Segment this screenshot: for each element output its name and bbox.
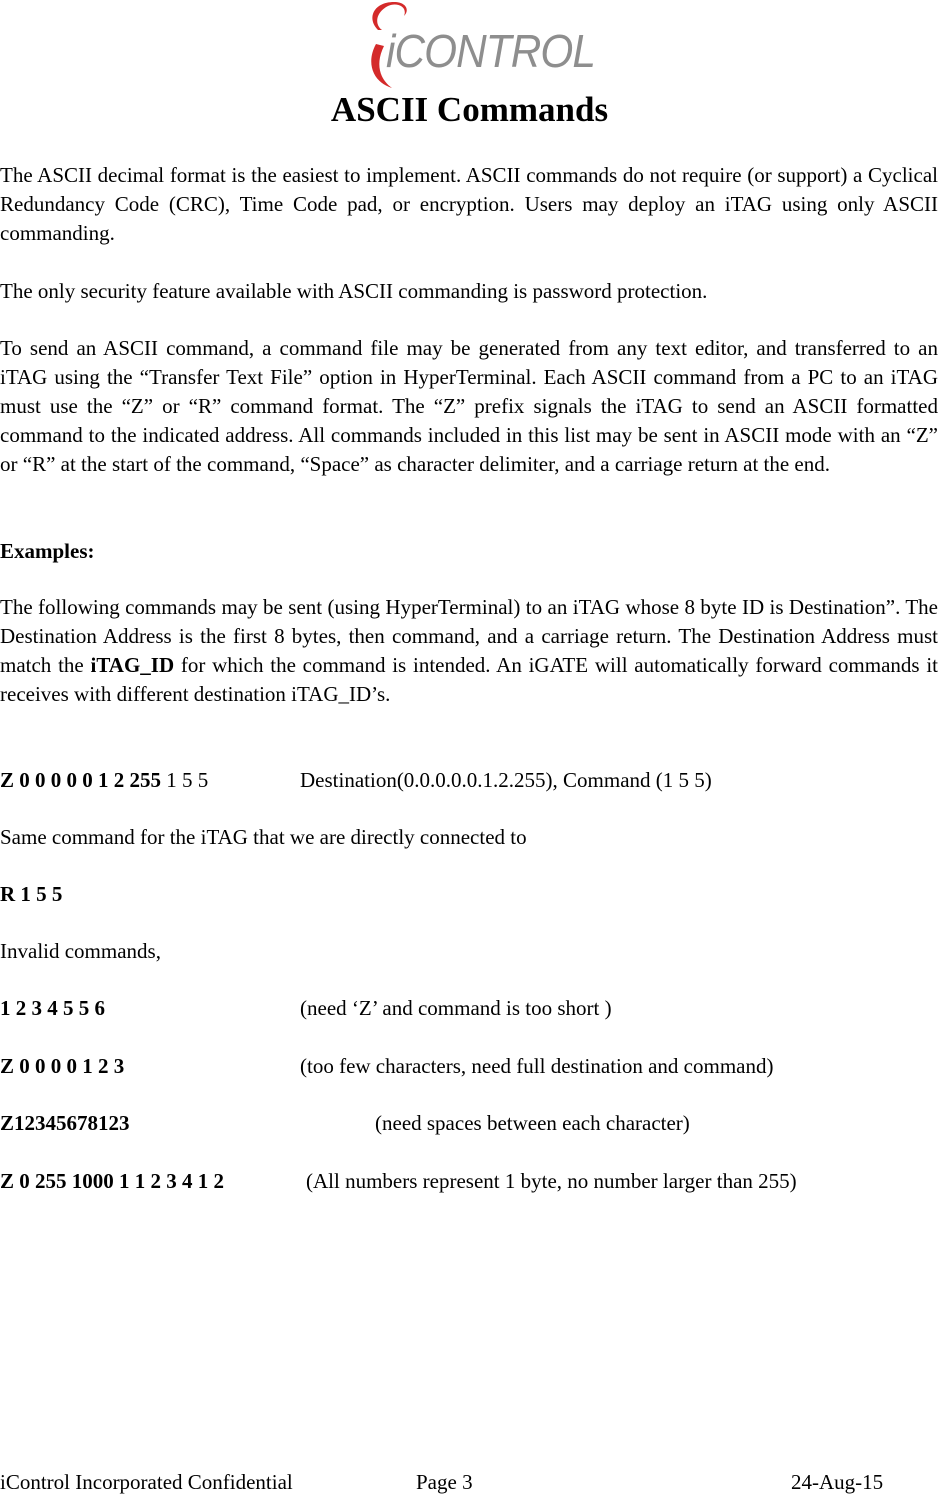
examples-text-after: for which the command is intended. An iGATE will automatically forward commands it receives with different destination iTAG_ID’s. bbox=[0, 653, 938, 706]
invalid-description: (All numbers represent 1 byte, no number larger than 255) bbox=[306, 1169, 797, 1193]
page-title: ASCII Commands bbox=[330, 90, 609, 129]
example-command-row bbox=[0, 766, 939, 795]
invalid-row bbox=[0, 1167, 939, 1196]
invalid-heading: Invalid commands, bbox=[0, 939, 161, 963]
invalid-row bbox=[0, 994, 939, 1023]
example-command-description: Destination(0.0.0.0.0.1.2.255), Command (1 5 5) bbox=[300, 768, 712, 792]
invalid-description: (too few characters, need full destination and command) bbox=[300, 1054, 774, 1078]
icontrol-logo bbox=[360, 0, 595, 90]
examples-text-before: The following commands may be sent (using HyperTerminal) to an iTAG whose 8 byte ID is Destination”. The Destination Address is the first 8 bytes, then command, and a carriage return. The Destination Address must match the bbox=[0, 595, 938, 677]
security-paragraph: The only security feature available with ASCII commanding is password protection. bbox=[0, 279, 708, 303]
same-command-text: Same command for the iTAG that we are directly connected to bbox=[0, 825, 527, 849]
logo-wordmark: iCONTROL bbox=[386, 25, 595, 77]
invalid-description: (need spaces between each character) bbox=[375, 1111, 690, 1135]
page-footer bbox=[0, 1468, 939, 1497]
intro-paragraph: The ASCII decimal format is the easiest to implement. ASCII commands do not require (or support) a Cyclical Redundancy Code (CRC), Time Code pad, or encryption. Users may deploy an iTAG using only ASCII commanding. bbox=[0, 163, 938, 245]
invalid-command: Z12345678123 bbox=[0, 1111, 130, 1135]
example-command-bold: Z 0 0 0 0 0 1 2 255 bbox=[0, 768, 162, 792]
example-command-rest: 1 5 5 bbox=[161, 768, 209, 792]
examples-paragraph bbox=[0, 593, 938, 709]
footer-date: 24-Aug-15 bbox=[791, 1470, 884, 1494]
footer-confidential: iControl Incorporated Confidential bbox=[0, 1470, 293, 1494]
examples-heading: Examples: bbox=[0, 539, 95, 563]
invalid-row bbox=[0, 1109, 939, 1138]
footer-page-number: Page 3 bbox=[416, 1470, 473, 1494]
invalid-command: 1 2 3 4 5 5 6 bbox=[0, 996, 105, 1020]
send-command-paragraph: To send an ASCII command, a command file may be generated from any text editor, and transferred to an iTAG using the “Transfer Text File” option in HyperTerminal. Each ASCII command from a PC to an iTAG must use the “Z” or “R” command format. The “Z” prefix signals the iTAG to send an ASCII formatted command to the indicated address. All commands included in this list may be sent in ASCII mode with an “Z” or “R” at the start of the command, “Space” as character delimiter, and a carriage return at the end. bbox=[0, 336, 938, 476]
itag-id-term: iTAG_ID bbox=[90, 653, 175, 677]
invalid-command: Z 0 255 1000 1 1 2 3 4 1 2 bbox=[0, 1169, 225, 1193]
example-command bbox=[0, 766, 208, 795]
invalid-command: Z 0 0 0 0 1 2 3 bbox=[0, 1054, 125, 1078]
example-r-command: R 1 5 5 bbox=[0, 882, 63, 906]
invalid-description: (need ‘Z’ and command is too short ) bbox=[300, 996, 612, 1020]
invalid-row bbox=[0, 1052, 939, 1081]
